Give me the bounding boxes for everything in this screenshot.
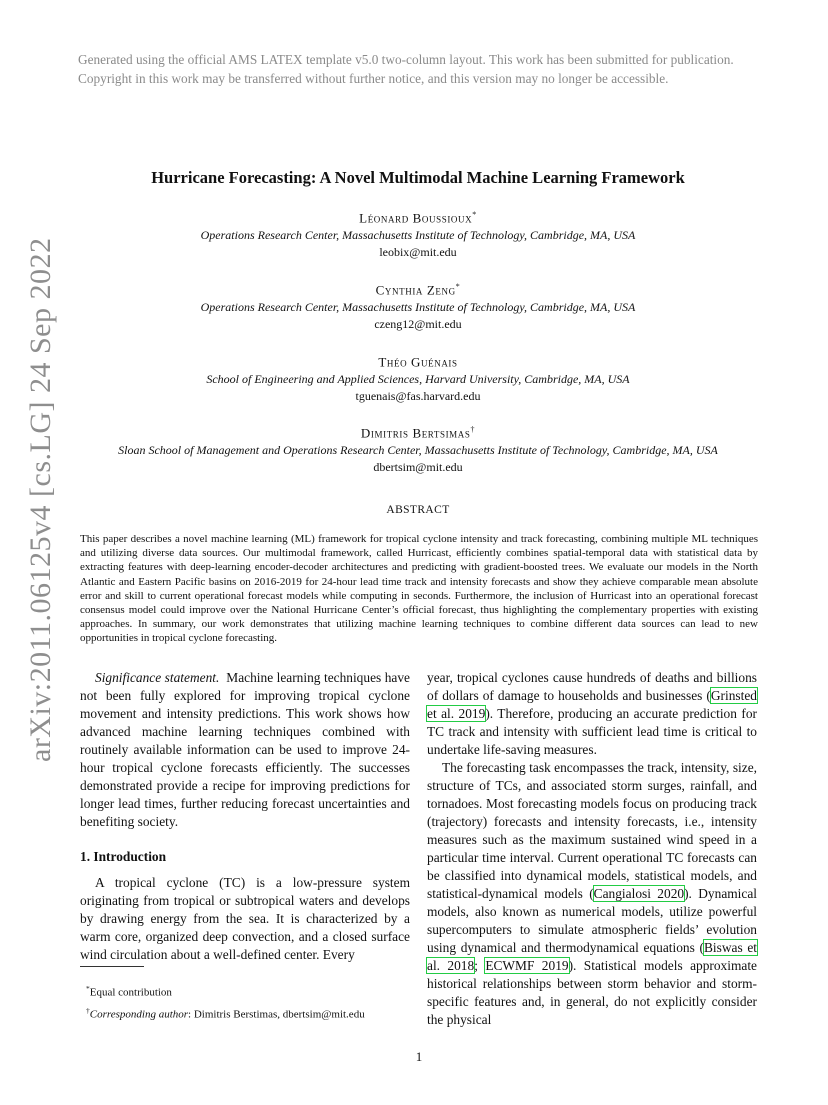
significance-statement [80, 669, 410, 831]
author-email[interactable]: czeng12@mit.edu [374, 317, 462, 332]
citation-link[interactable]: Grinsted et al. 2019 [427, 688, 757, 721]
author-name: Cynthia Zeng* [375, 282, 461, 298]
significance-text: Machine learning techniques have not been fully explored for improving tropical cyclone movement and intensity predictions. This work shows how advanced machine learning techniques combined with routinely available information can be used to improve 24-hour tropical cyclone forecasts efficiently. The successes demonstrated provide a recipe for improving predictions for longer lead times, further reducing forecast uncertainties and benefiting society. [80, 670, 410, 829]
author-email[interactable]: leobix@mit.edu [379, 245, 457, 260]
page-number: 1 [415, 1049, 423, 1064]
citation-link[interactable]: Biswas et al. 2018 [427, 940, 758, 973]
author-email[interactable]: dbertsim@mit.edu [373, 460, 463, 475]
author-block-2 [60, 278, 776, 333]
citation-link[interactable]: ECWMF 2019 [485, 958, 569, 973]
author-block-3 [60, 350, 776, 405]
abstract-text: This paper describes a novel machine learning (ML) framework for tropical cyclone intensity and track forecasting, combining multiple ML techniques and utilizing diverse data sources. Our multimodal framework, called Hurricast, efficiently combines spatial-temporal data with statistical data by extracting features with deep-learning encoder-decoder architectures and predicting with gradient-boosted trees. We evaluate our models in the North Atlantic and Eastern Pacific basins on 2016-2019 for 24-hour lead time track and intensity forecasts and show they achieve comparable mean absolute error and skill to current operational forecast models while computing in seconds. Furthermore, the inclusion of Hurricast into an operational forecast consensus model could improve over the National Hurricane Center’s official forecast, thus highlighting the complementary properties with existing approaches. In summary, our work demonstrates that utilizing machine learning techniques to combine different data sources can lead to new opportunities in tropical cyclone forecasting. [80, 533, 758, 645]
section-heading-introduction: 1. Introduction [80, 849, 167, 864]
author-name: Léonard Boussioux* [359, 210, 477, 226]
left-column [80, 669, 410, 964]
author-name: Théo Guénais [378, 354, 458, 370]
author-email[interactable]: tguenais@fas.harvard.edu [355, 389, 481, 404]
author-affiliation: Operations Research Center, Massachusetts Institute of Technology, Cambridge, MA, USA [200, 300, 636, 315]
author-affiliation: Operations Research Center, Massachusetts Institute of Technology, Cambridge, MA, USA [200, 228, 636, 243]
footnote-equal-contribution: *Equal contribution [86, 984, 172, 999]
submission-notice: Generated using the official AMS LATEX template v5.0 two-column layout. This work has been submitted for publication. Copyright in this work may be transferred without further notice, and this version may no longer be accessible. [78, 52, 734, 86]
author-name: Dimitris Bertsimas† [360, 425, 476, 441]
intro-paragraph-1-continued: year, tropical cyclones cause hundreds of deaths and billions of dollars of damage to households and businesses (Grinsted et al. 2019). Therefore, producing an accurate prediction for TC track and intensity with sufficient lead time is critical to undertake life-saving measures. [427, 670, 757, 757]
footnote-corresponding-author: †Corresponding author: Dimitris Berstimas, dbertsim@mit.edu [86, 1005, 365, 1021]
author-affiliation: Sloan School of Management and Operations Research Center, Massachusetts Institute of Technology, Cambridge, MA, USA [118, 443, 718, 458]
citation-link[interactable]: Cangialosi 2020 [593, 886, 685, 901]
intro-paragraph-2: The forecasting task encompasses the track, intensity, size, structure of TCs, and associated storm surges, rainfall, and tornadoes. Most forecasting models focus on producing track (trajectory) forecasts and intensity forecasts, i.e., intensity measures such as the maximum sustained wind speed in a particular time interval. Current operational TC forecasts can be classified into dynamical models, statistical models, and statistical-dynamical models (Cangialosi 2020). Dynamical models, also known as numerical models, utilize powerful supercomputers to simulate atmospheric fields’ evolution using dynamical and thermodynamical equations (Biswas et al. 2018; ECWMF 2019). Statistical models approximate historical relationships between storm behavior and storm-specific features and, in general, do not explicitly consider the physical [427, 760, 758, 1027]
paper-title: Hurricane Forecasting: A Novel Multimodal Machine Learning Framework [151, 168, 685, 187]
right-column [427, 669, 757, 1029]
significance-lead: Significance statement. [95, 670, 220, 685]
author-block-4 [60, 421, 776, 476]
author-affiliation: School of Engineering and Applied Sciences, Harvard University, Cambridge, MA, USA [206, 372, 630, 387]
author-block-1 [60, 206, 776, 261]
footnote-divider [80, 966, 144, 967]
footnotes [86, 980, 416, 1023]
abstract-heading: ABSTRACT [386, 504, 450, 516]
intro-paragraph-1: A tropical cyclone (TC) is a low-pressure system originating from tropical or subtropical waters and develops by drawing energy from the sea. It is characterized by a warm core, organized deep convection, and a closed surface wind circulation about a well-defined center. Every [80, 875, 410, 962]
arxiv-identifier-stamp: arXiv:2011.06125v4 [cs.LG] 24 Sep 2022 [24, 237, 57, 762]
